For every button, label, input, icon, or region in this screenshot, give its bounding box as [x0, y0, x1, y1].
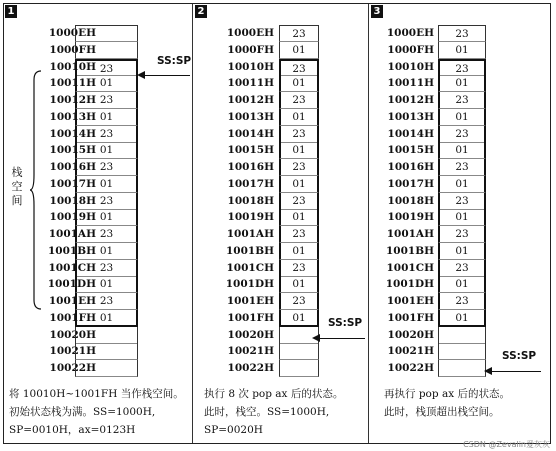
panel-1 — [4, 4, 193, 443]
stack-brace — [29, 70, 43, 310]
address-label: 10022H — [49, 362, 96, 374]
memory-cell: 01 — [75, 243, 138, 260]
memory-cell — [75, 343, 138, 360]
address-label: 10013H — [227, 111, 274, 123]
memory-cell: 23 — [279, 159, 319, 176]
address-label: 10021H — [227, 345, 274, 357]
address-label: 10018H — [49, 195, 96, 207]
stack-space-label: 栈空间 — [11, 166, 23, 207]
address-label: 1001CH — [48, 262, 96, 274]
memory-cell: 01 — [75, 176, 138, 193]
address-label: 1001BH — [385, 245, 434, 257]
memory-cell — [75, 42, 138, 59]
address-label: 10012H — [227, 94, 274, 106]
memory-cell: 01 — [75, 276, 138, 293]
address-label: 10017H — [49, 178, 96, 190]
address-label: 1000EH — [386, 27, 434, 39]
address-label: 10018H — [387, 195, 434, 207]
memory-cell: 01 — [75, 142, 138, 159]
address-label: 10016H — [49, 161, 96, 173]
address-label: 1001EH — [48, 295, 96, 307]
address-label: 10013H — [387, 111, 434, 123]
memory-cell: 23 — [438, 226, 486, 243]
memory-cell: 23 — [438, 293, 486, 310]
memory-cell: 23 — [438, 92, 486, 109]
memory-cell: 23 — [279, 226, 319, 243]
memory-cell — [75, 327, 138, 344]
address-label: 10022H — [387, 362, 434, 374]
memory-cell: 01 — [279, 75, 319, 92]
panel-number: 3 — [371, 5, 383, 18]
memory-cell: 23 — [75, 92, 138, 109]
memory-cell: 01 — [75, 109, 138, 126]
caption-line-3: SP=0020H — [204, 424, 263, 436]
memory-cell: 01 — [438, 75, 486, 92]
memory-cell: 01 — [438, 276, 486, 293]
memory-cell: 01 — [438, 209, 486, 226]
panel-3 — [370, 4, 550, 443]
address-label: 10020H — [49, 329, 96, 341]
address-label: 10015H — [227, 144, 274, 156]
address-label: 1001BH — [225, 245, 274, 257]
memory-cell: 01 — [279, 42, 319, 59]
address-label: 10011H — [227, 77, 274, 89]
ss-sp-arrow — [319, 338, 365, 339]
memory-cell — [75, 25, 138, 42]
memory-cell: 01 — [438, 109, 486, 126]
panel-number: 1 — [5, 5, 17, 18]
address-label: 1000EH — [226, 27, 274, 39]
memory-cell: 23 — [279, 126, 319, 143]
memory-cell: 23 — [75, 260, 138, 277]
address-label: 10010H — [387, 61, 434, 73]
caption-line-3: SP=0010H，ax=0123H — [9, 424, 136, 436]
address-label: 1001EH — [386, 295, 434, 307]
ss-sp-arrow — [144, 75, 190, 76]
caption-line-2: 初始状态栈为满。SS=1000H, — [9, 406, 156, 418]
memory-cell: 23 — [279, 193, 319, 210]
memory-cell: 01 — [75, 310, 138, 327]
memory-cell: 23 — [279, 59, 319, 76]
address-label: 1000EH — [48, 27, 96, 39]
address-label: 1001CH — [386, 262, 434, 274]
caption — [204, 385, 343, 439]
memory-cell — [438, 360, 486, 377]
address-label: 10021H — [49, 345, 96, 357]
panel-2 — [194, 4, 369, 443]
address-label: 1000FH — [387, 44, 434, 56]
caption-line-2: 此时，栈空。SS=1000H, — [204, 406, 330, 418]
memory-cell: 23 — [438, 193, 486, 210]
address-label: 10010H — [49, 61, 96, 73]
memory-cell: 23 — [438, 25, 486, 42]
memory-cell: 23 — [279, 92, 319, 109]
address-label: 1000FH — [49, 44, 96, 56]
memory-cell: 01 — [279, 209, 319, 226]
watermark: CSDN @Zevalin爱灰灰 — [463, 440, 550, 449]
caption-line-1: 再执行 pop ax 后的状态。 — [384, 388, 510, 400]
memory-cell: 01 — [438, 42, 486, 59]
address-label: 1001CH — [226, 262, 274, 274]
address-label: 1001AH — [386, 228, 434, 240]
memory-cell: 01 — [438, 176, 486, 193]
address-label: 10019H — [49, 211, 96, 223]
memory-cell: 23 — [279, 293, 319, 310]
memory-cell — [279, 343, 319, 360]
memory-cell: 01 — [279, 243, 319, 260]
address-label: 1001EH — [226, 295, 274, 307]
address-label: 10016H — [227, 161, 274, 173]
address-label: 1001AH — [48, 228, 96, 240]
memory-cell: 23 — [75, 226, 138, 243]
memory-cell — [438, 343, 486, 360]
address-label: 10014H — [49, 128, 96, 140]
address-label: 10017H — [387, 178, 434, 190]
panel-number: 2 — [195, 5, 207, 18]
address-label: 10021H — [387, 345, 434, 357]
memory-cell: 01 — [279, 142, 319, 159]
address-label: 1001DH — [47, 278, 96, 290]
address-label: 10018H — [227, 195, 274, 207]
memory-cell: 23 — [75, 59, 138, 76]
caption — [384, 385, 510, 421]
address-label: 10011H — [387, 77, 434, 89]
memory-cell: 23 — [75, 293, 138, 310]
memory-cell: 01 — [75, 75, 138, 92]
address-label: 1001FH — [49, 312, 96, 324]
memory-cell: 01 — [279, 109, 319, 126]
memory-cell: 23 — [75, 126, 138, 143]
ss-sp-label: SS:SP — [502, 350, 537, 362]
address-label: 1001FH — [227, 312, 274, 324]
address-label: 10017H — [227, 178, 274, 190]
memory-cell: 23 — [279, 25, 319, 42]
address-label: 10022H — [227, 362, 274, 374]
memory-cell: 01 — [279, 276, 319, 293]
memory-cell: 23 — [75, 193, 138, 210]
address-label: 1001FH — [387, 312, 434, 324]
address-label: 1001AH — [226, 228, 274, 240]
memory-cell — [279, 360, 319, 377]
memory-cell: 23 — [438, 126, 486, 143]
address-label: 10019H — [387, 211, 434, 223]
memory-cell: 01 — [279, 310, 319, 327]
address-label: 10012H — [49, 94, 96, 106]
caption — [9, 385, 184, 439]
address-label: 10019H — [227, 211, 274, 223]
memory-cell: 01 — [438, 243, 486, 260]
caption-line-2: 此时，栈顶超出栈空间。 — [384, 406, 500, 418]
memory-cell: 23 — [438, 59, 486, 76]
memory-cell: 23 — [438, 159, 486, 176]
address-label: 10014H — [387, 128, 434, 140]
caption-line-1: 执行 8 次 pop ax 后的状态。 — [204, 388, 344, 400]
memory-cell: 01 — [438, 310, 486, 327]
address-label: 10015H — [387, 144, 434, 156]
memory-cell: 23 — [279, 260, 319, 277]
address-label: 10011H — [49, 77, 96, 89]
address-label: 10014H — [227, 128, 274, 140]
ss-sp-label: SS:SP — [157, 55, 192, 67]
address-label: 10020H — [227, 329, 274, 341]
address-label: 10015H — [49, 144, 96, 156]
address-label: 1001DH — [225, 278, 274, 290]
ss-sp-arrow — [491, 371, 541, 372]
address-label: 1001BH — [47, 245, 96, 257]
memory-cell: 01 — [438, 142, 486, 159]
ss-sp-label: SS:SP — [328, 317, 363, 329]
address-label: 10010H — [227, 61, 274, 73]
memory-cell: 01 — [279, 176, 319, 193]
memory-cell: 23 — [75, 159, 138, 176]
memory-cell: 23 — [438, 260, 486, 277]
memory-cell — [438, 327, 486, 344]
address-label: 10012H — [387, 94, 434, 106]
address-label: 10013H — [49, 111, 96, 123]
memory-cell: 01 — [75, 209, 138, 226]
address-label: 10020H — [387, 329, 434, 341]
memory-cell — [75, 360, 138, 377]
address-label: 10016H — [387, 161, 434, 173]
address-label: 1000FH — [227, 44, 274, 56]
address-label: 1001DH — [385, 278, 434, 290]
caption-line-1: 将 10010H~1001FH 当作栈空间。 — [9, 388, 184, 400]
